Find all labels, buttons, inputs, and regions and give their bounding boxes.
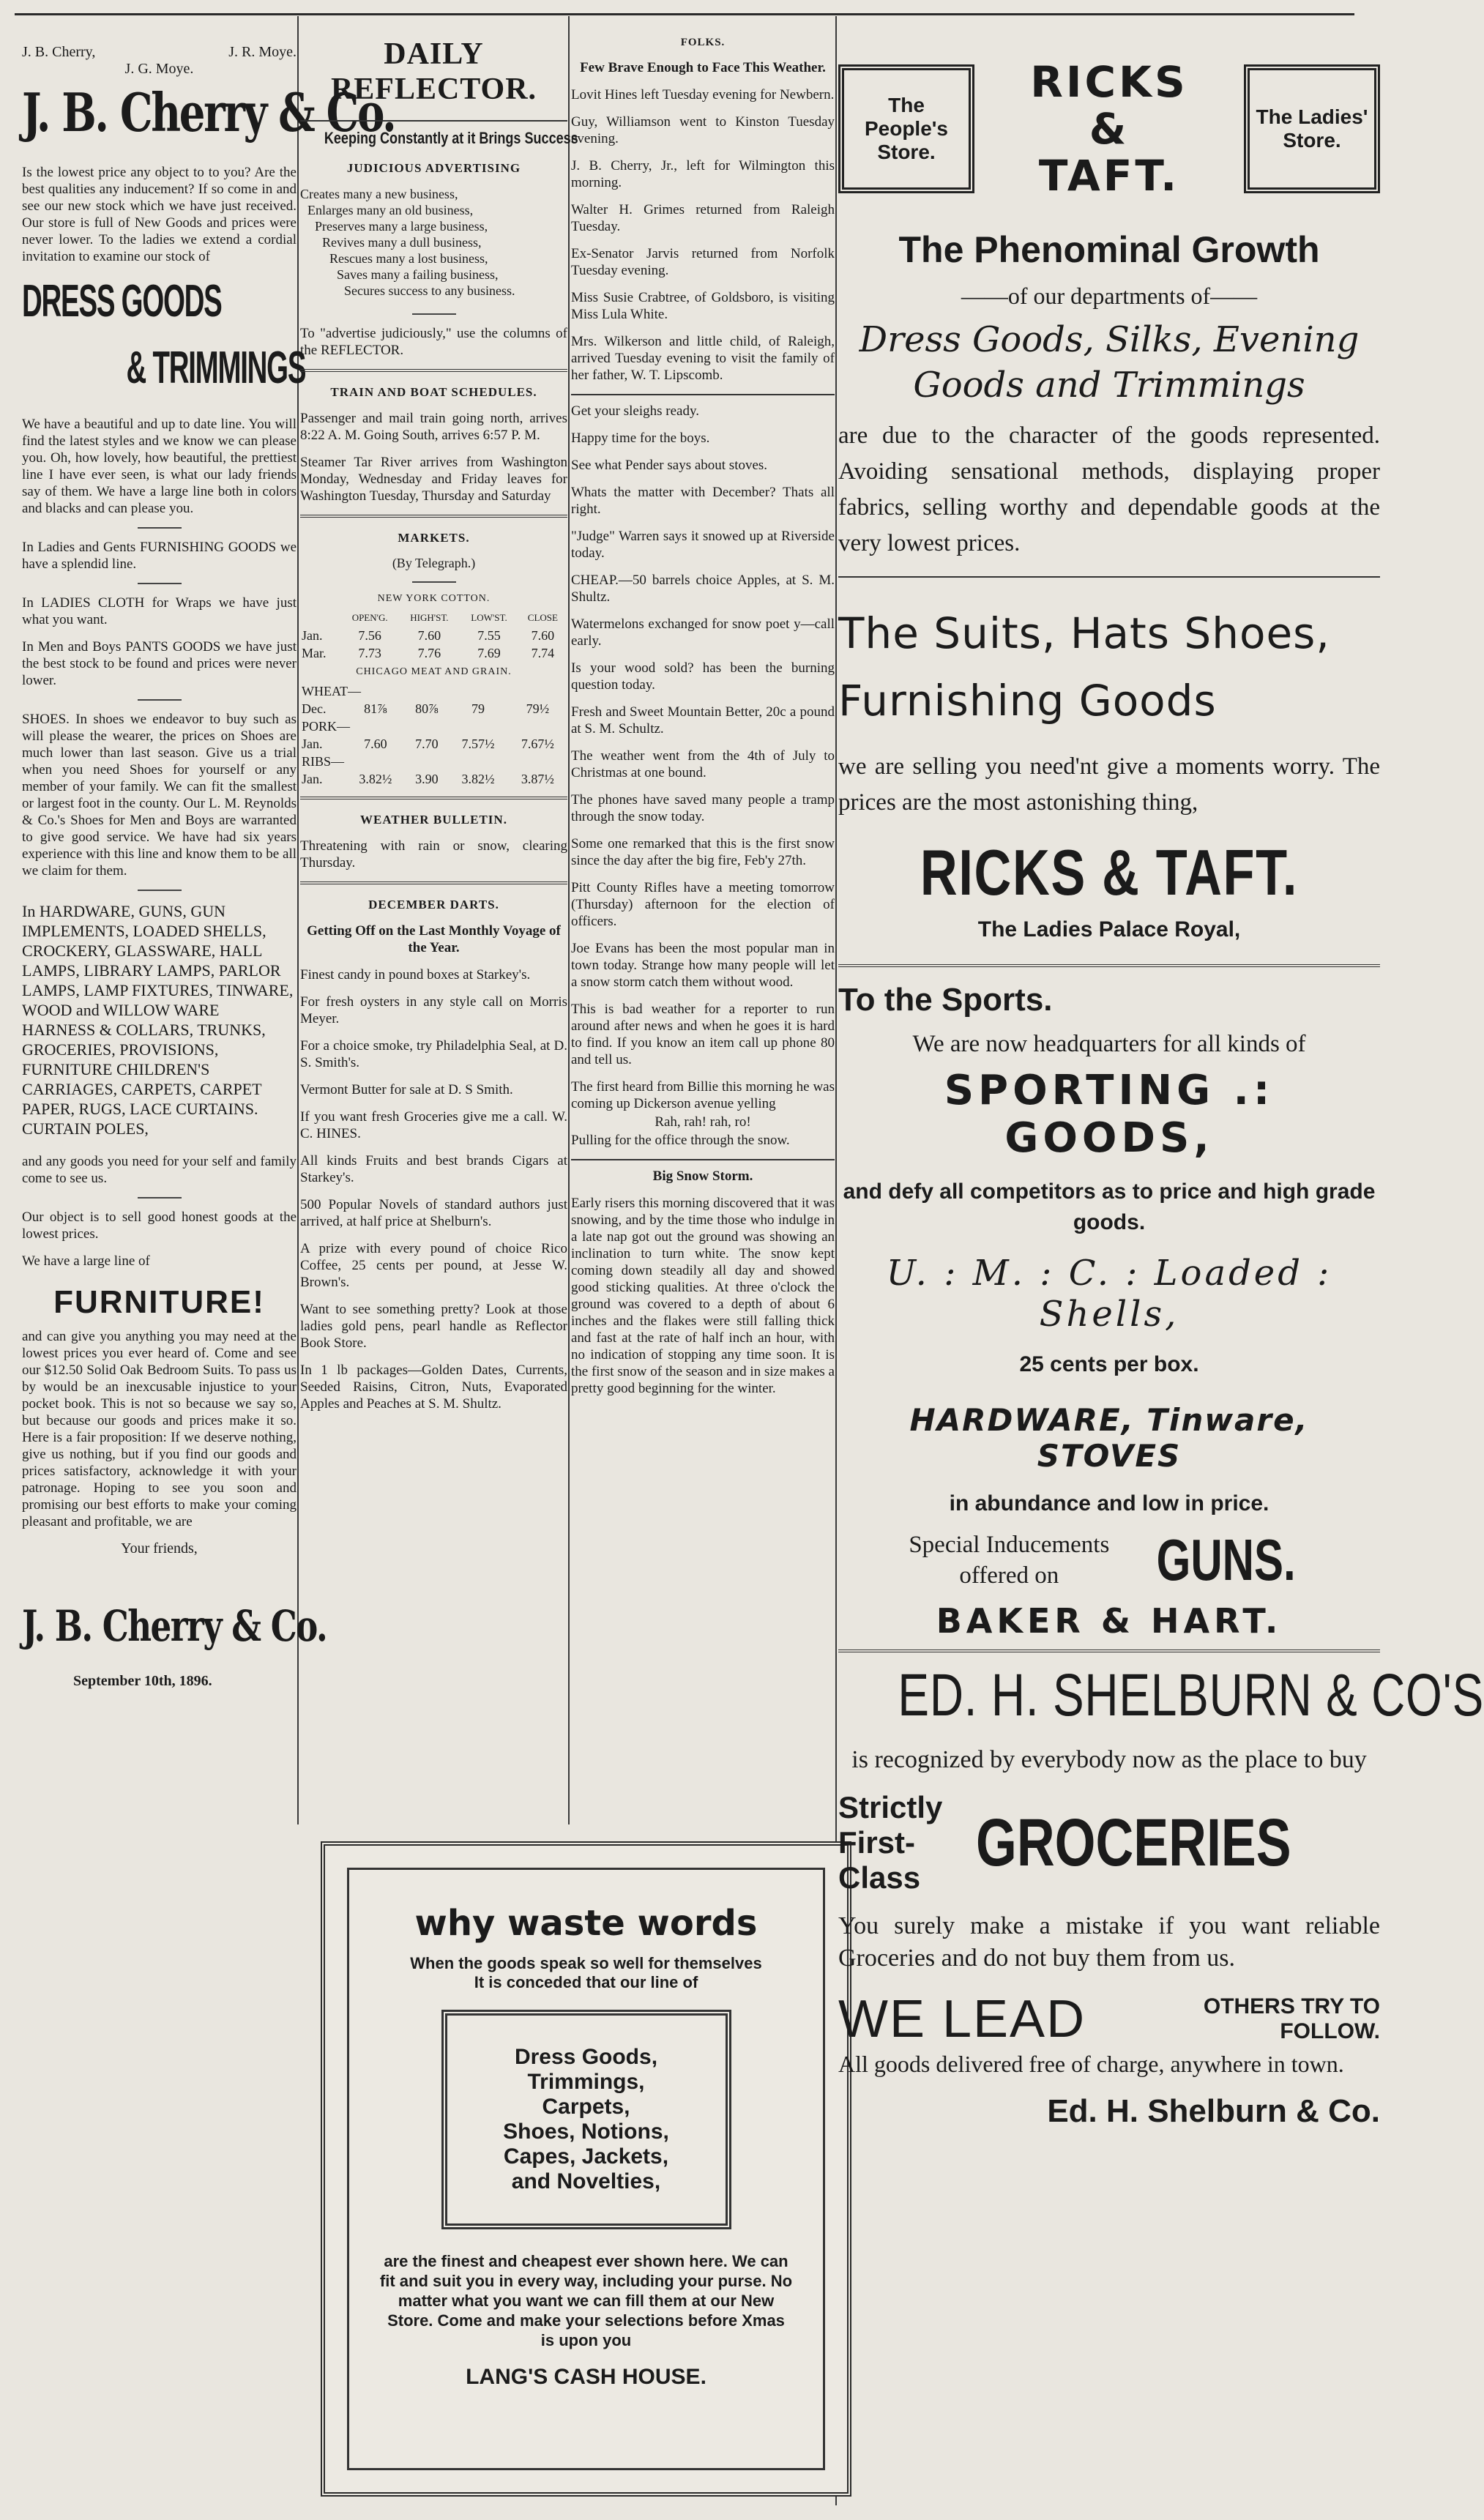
name: J. G. Moye. [124, 61, 194, 77]
groceries-row [838, 1790, 1380, 1895]
cell: 7.55 [477, 628, 501, 643]
news-item: "Judge" Warren says it snowed up at Riverside today. [571, 529, 835, 561]
langs-ad [321, 1841, 851, 2497]
tagline: The Ladies Palace Royal, [977, 917, 1241, 942]
cell: 7.70 [415, 737, 439, 751]
row-label: RIBS— [302, 754, 345, 769]
news-item: Happy time for the boys. [571, 430, 710, 446]
paragraph: in abundance and low in price. [949, 1491, 1269, 1516]
news-item: Get your sleighs ready. [571, 403, 699, 419]
trimmings-heading: & TRIMMINGS [126, 343, 306, 393]
poem-line: Revives many a dull business, [322, 235, 482, 250]
poem-line: Creates many a new business, [300, 187, 458, 201]
divider [412, 313, 456, 315]
row-label: WHEAT— [302, 684, 361, 698]
ad-headline: why waste words [414, 1903, 758, 1944]
dress-goods-script [838, 317, 1380, 408]
ad-subline: It is conceded that our line of [474, 1973, 698, 1991]
cell: Jan. [302, 772, 323, 786]
store-name: LANG'S CASH HOUSE. [466, 2365, 706, 2389]
poem [300, 186, 567, 299]
news-item: Ex-Senator Jarvis returned from Norfolk Tuesday evening. [571, 246, 835, 278]
cell: 7.76 [417, 646, 441, 660]
column-header: HIGH'ST. [410, 612, 449, 623]
sporting-goods-heading: SPORTING .: GOODS, [944, 1067, 1275, 1162]
cell: 7.57½ [461, 737, 495, 751]
cell: 7.56 [358, 628, 381, 643]
cell: 7.73 [358, 646, 381, 660]
name: J. R. Moye. [228, 44, 297, 60]
goods-box [441, 2010, 731, 2229]
divider [138, 1197, 182, 1199]
cell: 7.67½ [521, 737, 554, 751]
subheading: (By Telegraph.) [392, 556, 476, 570]
goods-line: Carpets, [542, 2095, 630, 2119]
guns-heading: GUNS. [1156, 1527, 1297, 1592]
ad-border [347, 1868, 825, 2470]
paragraph: All goods delivered free of charge, anywhere in town. [838, 2051, 1344, 2077]
script-line: Dress Goods, Silks, Evening [859, 319, 1360, 360]
logo-line: RICKS [1030, 57, 1188, 107]
hardware-list: In HARDWARE, GUNS, GUN IMPLEMENTS, LOADED SHELLS, CROCKERY, GLASSWARE, HALL LAMPS, LIBRARY LAMPS, PARLOR LAMPS, LAMP FIXTURES, TINWARE, WOOD and WILLOW WARE HARNESS & COLLARS, TRUNKS, GROCERIES, PROVISIONS, FURNITURE CHILDREN'S CARRIAGES, CARPETS, CARPET PAPER, RUGS, LACE CURTAINS. CURTAIN POLES, [22, 902, 294, 1138]
price-line: 25 cents per box. [1019, 1352, 1199, 1376]
news-item: Whats the matter with December? Thats all right. [571, 485, 835, 517]
cell: 3.82½ [461, 772, 495, 786]
goods-line: Dress Goods, [514, 2045, 658, 2069]
subheading: Big Snow Storm. [652, 1168, 753, 1184]
motto: Keeping Constantly at it Brings Success [324, 129, 578, 147]
guns-row [838, 1526, 1380, 1594]
paragraph: You surely make a mistake if you want reliable Groceries and do not buy them from us. [838, 1912, 1380, 1972]
news-item: Joe Evans has been the most popular man in town today. Strange how many people will let a snow storm catch them without wood. [571, 941, 835, 990]
dart-item: In 1 lb packages—Golden Dates, Currents, Seeded Raisins, Citron, Nuts, Evaporated Apples and Peaches at S. M. Shultz. [300, 1362, 567, 1412]
ricks-taft-header [838, 59, 1380, 199]
news-item: J. B. Cherry, Jr., left for Wilmington this morning. [571, 158, 835, 190]
divider [838, 964, 1380, 967]
paragraph: In LADIES CLOTH for Wraps we have just what you want. [22, 595, 297, 627]
ad-body: are the finest and cheapest ever shown here. We can fit and suit you in every way, including your purse. No matter what you want we can fill them at our New Store. Come and make your selections before Xmas is upon you [379, 2252, 793, 2349]
news-item: See what Pender says about stoves. [571, 458, 768, 473]
poem-line: Enlarges many an old business, [307, 203, 474, 217]
market-heading: CHICAGO MEAT AND GRAIN. [356, 666, 512, 677]
subheading: Few Brave Enough to Face This Weather. [580, 60, 826, 75]
cell: Dec. [302, 701, 327, 716]
poem-line: Saves many a failing business, [337, 267, 499, 282]
paragraph: In Men and Boys PANTS GOODS we have just the best stock to be found and prices were never lower. [22, 639, 297, 688]
news-item: The phones have saved many people a tramp through the snow today. [571, 792, 835, 824]
column-header: CLOSE [527, 612, 558, 623]
divider [300, 881, 567, 884]
goods-line: Capes, Jackets, [503, 2144, 669, 2169]
news-item: Pulling for the office through the snow. [571, 1133, 790, 1148]
row-label: PORK— [302, 719, 351, 734]
ladies-store-box: The Ladies' Store. [1244, 64, 1380, 193]
dart-item: Vermont Butter for sale at D. S Smith. [300, 1082, 513, 1097]
news-item: Miss Susie Crabtree, of Goldsboro, is visiting Miss Lula White. [571, 290, 835, 322]
closing: Your friends, [121, 1540, 198, 1557]
news-item: Lovit Hines left Tuesday evening for Newbern. [571, 87, 835, 102]
paragraph: We have a beautiful and up to date line. You will find the latest styles and we know we can please you. Oh, how lovely, how beautiful, the prettiest line I have ever seen, is what our lady friends say of them. We have a large line both in colors and blacks and can please you. [22, 417, 297, 516]
name: J. B. Cherry, [22, 44, 96, 60]
dart-item: Want to see something pretty? Look at those ladies gold pens, pearl handle as Reflector Book Store. [300, 1302, 567, 1351]
we-lead-heading: WE LEAD [838, 1990, 1086, 2049]
divider [838, 1649, 1380, 1652]
section-heading: TRAIN AND BOAT SCHEDULES. [330, 385, 537, 399]
folks-column [571, 37, 835, 1823]
dress-goods-heading: DRESS GOODS [22, 276, 222, 327]
grain-table [300, 682, 567, 788]
divider [300, 515, 567, 518]
divider [571, 394, 835, 395]
section-heading: JUDICIOUS ADVERTISING [346, 161, 521, 175]
divider [571, 1159, 835, 1160]
date: September 10th, 1896. [73, 1673, 212, 1689]
headline: The Phenominal Growth [898, 229, 1320, 270]
dart-item: 500 Popular Novels of standard authors just arrived, at half price at Shelburn's. [300, 1197, 567, 1229]
paragraph: We have a large line of [22, 1253, 150, 1269]
reflector-column [300, 37, 578, 1823]
signature: Ed. H. Shelburn & Co. [1047, 2093, 1380, 2129]
cell: 79½ [526, 701, 550, 716]
baker-hart-name: BAKER & HART. [936, 1601, 1283, 1641]
dart-item: If you want fresh Groceries give me a call. W. C. HINES. [300, 1109, 567, 1141]
poem-line: Rescues many a lost business, [329, 251, 488, 266]
divider [300, 120, 567, 122]
dart-item: Finest candy in pound boxes at Starkey's. [300, 967, 531, 983]
news-item: Pitt County Rifles have a meeting tomorrow (Thursday) afternoon for the election of officers. [571, 880, 835, 929]
news-item: Watermelons exchanged for snow poet y—call early. [571, 616, 835, 649]
strictly-text: Strictly First-Class [838, 1790, 943, 1895]
cell: 7.60 [364, 737, 387, 751]
cell: 81⅞ [364, 701, 387, 716]
welead-row [838, 1989, 1380, 2049]
hardware-heading: HARDWARE, Tinware, STOVES [909, 1402, 1309, 1474]
intro-text: Is the lowest price any object to to you? Are the best qualities any inducement? If so come in and see our new stock which we have just received. Our store is full of New Goods and prices were never lower. To the ladies we extend a cordial invitation to examine our stock of [22, 165, 297, 264]
divider [138, 583, 182, 584]
divider [138, 527, 182, 529]
cell: 7.69 [477, 646, 501, 660]
news-item: This is bad weather for a reporter to run around after news and when he goes it is hard to find. If you know an item call up phone 80 and tell us. [571, 1002, 835, 1067]
goods-line: Shoes, Notions, [503, 2120, 669, 2144]
dart-item: For fresh oysters in any style call on Morris Meyer. [300, 994, 567, 1026]
market-heading: NEW YORK COTTON. [377, 593, 491, 604]
section-heading: MARKETS. [398, 531, 470, 545]
column-rule [297, 16, 299, 1824]
paragraph: Steamer Tar River arrives from Washington Monday, Wednesday and Friday leaves for Washington Tuesday, Thursday and Saturday [300, 455, 567, 504]
shoes-paragraph: SHOES. In shoes we endeavor to buy such as will please the wearer, the prices on Shoes are much lower than last season. Give us a trial when you need Shoes for yourself or any member of your family. We can fit the smallest or largest foot in the county. Our L. M. Reynolds & Co.'s Shoes for Men and Boys are warranted to give good service. We have had six years experience with this line and know them to be all we claim for them. [22, 712, 297, 879]
paragraph: and defy all competitors as to price and high grade goods. [843, 1179, 1376, 1234]
column-header: OPEN'G. [351, 612, 388, 623]
paragraph: are due to the character of the goods represented. Avoiding sensational methods, displaying proper fabrics, selling worthy and dependable goods at the very lowest prices. [838, 422, 1380, 556]
storm-article: Early risers this morning discovered that it was snowing, and by the time those who indulge in a late nap got out the ground was showing an inclination to turn white. The snow kept coming down steadily all day and showed good sticking qualities. At three o'clock the ground was covered to a depth of about 6 inches and the flakes were still falling thick and fast at the rate of half inch an hour, with no indication of stopping any time soon. It is the first snow of the season and in size makes a pretty good beginning for the winter. [571, 1196, 835, 1396]
paragraph: Our object is to sell good honest goods at the lowest prices. [22, 1209, 297, 1242]
section-heading: WEATHER BULLETIN. [360, 813, 507, 827]
paragraph: Threatening with rain or snow, clearing Thursday. [300, 838, 567, 871]
dart-item: A prize with every pound of choice Rico Coffee, 25 cents per pound, at Jesse W. Brown's. [300, 1241, 567, 1290]
ad-subline: When the goods speak so well for themselves [410, 1954, 762, 1972]
cell: 7.60 [417, 628, 441, 643]
paragraph: To "advertise judiciously," use the columns of the REFLECTOR. [300, 326, 567, 358]
divider [138, 890, 182, 891]
goods-line: Trimmings, [527, 2070, 645, 2094]
goods-line: and Novelties, [511, 2169, 661, 2193]
furniture-heading: FURNITURE! [53, 1284, 265, 1320]
dart-item: All kinds Fruits and best brands Cigars at Starkey's. [300, 1153, 567, 1185]
cotton-table [300, 609, 567, 662]
news-item: Rah, rah! rah, ro! [655, 1114, 751, 1130]
ricks-taft-logo [1030, 59, 1188, 199]
news-item: The weather went from the 4th of July to Christmas at one bound. [571, 748, 835, 780]
poem-line: Secures success to any business. [344, 283, 515, 298]
dart-item: For a choice smoke, try Philadelphia Seal, at D. S. Smith's. [300, 1038, 567, 1070]
column-rule [568, 16, 570, 1824]
umc-shells-heading: U. : M. : C. : Loaded : Shells, [886, 1253, 1332, 1335]
divider [300, 369, 567, 372]
proprietor-names [22, 44, 297, 61]
paragraph: is recognized by everybody now as the place to buy [851, 1746, 1367, 1773]
masthead: DAILY REFLECTOR. [330, 37, 537, 106]
logo-line: TAFT. [1038, 151, 1180, 201]
sports-heading: To the Sports. [838, 982, 1053, 1018]
cell: 80⅞ [415, 701, 439, 716]
paragraph: In Ladies and Gents FURNISHING GOODS we have a splendid line. [22, 540, 297, 572]
subheading: Getting Off on the Last Monthly Voyage of the Year. [307, 923, 561, 955]
news-item: Fresh and Sweet Mountain Better, 20c a pound at S. M. Schultz. [571, 704, 835, 737]
cell: 3.90 [415, 772, 439, 786]
news-item: Is your wood sold? has been the burning question today. [571, 660, 835, 693]
others-follow-text: OTHERS TRY TO FOLLOW. [1203, 1994, 1380, 2043]
news-item: CHEAP.—50 barrels choice Apples, at S. M. Shultz. [571, 573, 835, 605]
inducement-text: Special Inducements offered on [909, 1532, 1110, 1589]
store-title: J. B. Cherry & Co. [22, 81, 395, 143]
cell: 3.87½ [521, 772, 554, 786]
cell: 7.60 [531, 628, 555, 643]
suits-heading: The Suits, Hats Shoes, Furnishing Goods [838, 608, 1330, 726]
subheading: ——of our departments of—— [961, 283, 1258, 309]
ricks-taft-title: RICKS & TAFT. [920, 836, 1299, 909]
logo-line: & [1089, 104, 1130, 154]
cell: 7.74 [531, 646, 555, 660]
ricks-taft-column [838, 37, 1484, 2497]
divider [838, 576, 1380, 578]
news-item: The first heard from Billie this morning he was coming up Dickerson avenue yelling [571, 1079, 835, 1111]
paragraph: and can give you anything you may need at the lowest prices you ever heard of. Come and see our $12.50 Solid Oak Bedroom Suits. To pass us by would be an inexcusable injustice to your pocket book. This is not so because we say so, but because our goods and prices make it so. Here is a fair proposition: If we deserve nothing, give us nothing, but if you find our goods and prices satisfactory, acknowledge it with your patronage. Hoping to see you soon and promising our best efforts to make your coming pleasant and profitable, we are [22, 1329, 297, 1529]
top-rule [15, 13, 1354, 15]
groceries-heading: GROCERIES [975, 1805, 1291, 1880]
script-line: Goods and Trimmings [913, 365, 1305, 406]
shelburn-heading: ED. H. SHELBURN & CO'S [898, 1662, 1484, 1729]
news-item: Mrs. Wilkerson and little child, of Raleigh, arrived Tuesday evening to visit the family of her father, W. T. Lipscomb. [571, 334, 835, 383]
paragraph: and any goods you need for your self and family come to see us. [22, 1154, 297, 1186]
cell: Mar. [302, 646, 327, 660]
divider [138, 699, 182, 701]
column-header: LOW'ST. [471, 612, 507, 623]
cell: Jan. [302, 737, 323, 751]
news-item: Walter H. Grimes returned from Raleigh Tuesday. [571, 202, 835, 234]
news-item: Guy, Williamson went to Kinston Tuesday evening. [571, 114, 835, 146]
paragraph: We are now headquarters for all kinds of [912, 1031, 1306, 1057]
section-heading: DECEMBER DARTS. [368, 898, 499, 912]
cell: 3.82½ [359, 772, 392, 786]
divider [300, 797, 567, 799]
peoples-store-box: The People's Store. [838, 64, 974, 193]
cell: Jan. [302, 628, 323, 643]
news-item: Some one remarked that this is the first snow since the day after the big fire, Feb'y 27th. [571, 836, 835, 868]
cell: 79 [471, 701, 485, 716]
paragraph: Passenger and mail train going north, arrives 8:22 A. M. Going South, arrives 6:57 P. M. [300, 411, 567, 443]
divider [412, 581, 456, 583]
poem-line: Preserves many a large business, [315, 219, 488, 234]
signature: J. B. Cherry & Co. [22, 1601, 327, 1651]
section-heading: FOLKS. [680, 37, 726, 48]
paragraph: we are selling you need'nt give a moments worry. The prices are the most astonishing thing, [838, 753, 1380, 816]
